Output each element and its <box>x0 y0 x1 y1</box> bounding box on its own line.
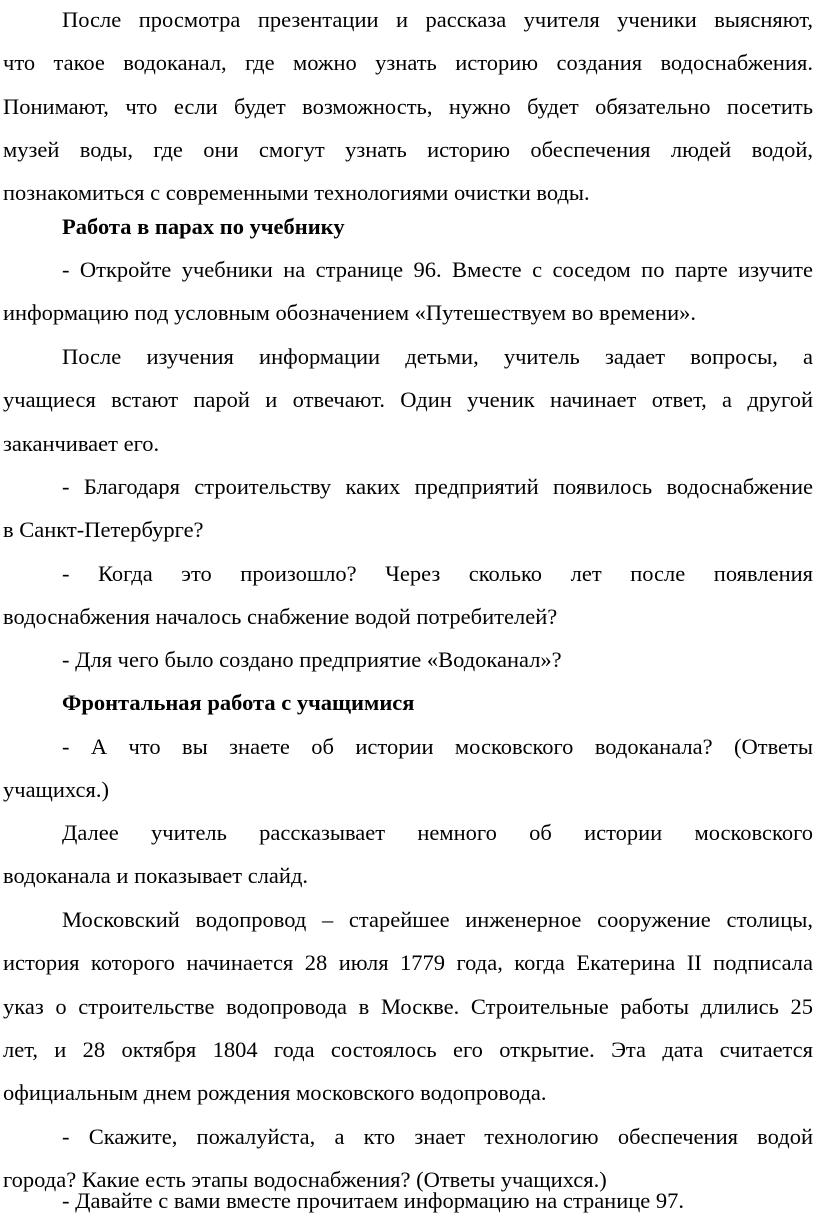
text-line: Далее учитель рассказывает немного об истории московского <box>62 820 813 845</box>
text-line: указ о строительстве водопровода в Москве. Строительные работы длились 25 <box>3 993 813 1019</box>
question-vodokanal <box>3 638 813 681</box>
text-line: заканчивает его. <box>3 430 160 456</box>
text-line: в Санкт-Петербурге? <box>3 517 204 543</box>
text-line: познакомиться с современными технологиями очистки воды. <box>3 180 590 206</box>
text-line: что такое водоканал, где можно узнать историю создания водоснабжения. <box>3 50 813 76</box>
paragraph-read-page-97 <box>3 1179 813 1222</box>
paragraph-teacher-tells <box>3 811 813 898</box>
text-line: музей воды, где они смогут узнать историю обеспечения людей водой, <box>3 137 813 163</box>
text-line: учащиеся встают парой и отвечают. Один ученик начинает ответ, а другой <box>3 387 813 413</box>
text-line: После изучения информации детьми, учитель задает вопросы, а <box>62 344 813 369</box>
text-line: история которого начинается 28 июля 1779 года, когда Екатерина II подписала <box>3 950 813 976</box>
question-saint-petersburg <box>3 465 813 552</box>
question-moscow-history <box>3 725 813 812</box>
text-line: После просмотра презентации и рассказа учителя ученики выясняют, <box>62 7 813 32</box>
text-line: - Давайте с вами вместе прочитаем информацию на странице 97. <box>62 1188 685 1213</box>
paragraph-intro <box>3 0 813 215</box>
paragraph-teacher-questions <box>3 335 813 465</box>
paragraph-moscow-water-supply <box>3 898 813 1115</box>
text-line: - Благодаря строительству каких предприятий появилось водоснабжение <box>62 474 813 499</box>
question-when <box>3 552 813 639</box>
text-line: Понимают, что если будет возможность, нужно будет обязательно посетить <box>3 93 813 119</box>
text-line: - Откройте учебники на странице 96. Вместе с соседом по парте изучите <box>62 257 813 282</box>
text-line: водоснабжения началось снабжение водой потребителей? <box>3 604 558 630</box>
text-line: - А что вы знаете об истории московского водоканала? (Ответы <box>62 734 813 759</box>
section-heading-frontal-work <box>3 681 813 724</box>
text-line: Московский водопровод – старейшее инженерное сооружение столицы, <box>62 907 813 932</box>
text-line: водоканала и показывает слайд. <box>3 863 309 889</box>
heading-line: Фронтальная работа с учащимися <box>62 690 415 715</box>
text-line: учащихся.) <box>3 777 109 803</box>
paragraph-open-textbook <box>3 248 813 335</box>
text-line: - Когда это произошло? Через сколько лет после появления <box>62 561 813 586</box>
text-line: официальным днем рождения московского водопровода. <box>3 1080 547 1106</box>
text-line: города? Какие есть этапы водоснабжения? (Ответы учащихся.) <box>3 1167 607 1193</box>
text-line: информацию под условным обозначением «Путешествуем во времени». <box>3 300 696 326</box>
text-line: - Скажите, пожалуйста, а кто знает технологию обеспечения водой <box>62 1124 813 1149</box>
text-line: - Для чего было создано предприятие «Водоканал»? <box>62 647 562 672</box>
section-heading-pair-work <box>3 205 813 248</box>
heading-line: Работа в парах по учебнику <box>62 214 345 239</box>
text-line: лет, и 28 октября 1804 года состоялось его открытие. Эта дата считается <box>3 1037 813 1063</box>
